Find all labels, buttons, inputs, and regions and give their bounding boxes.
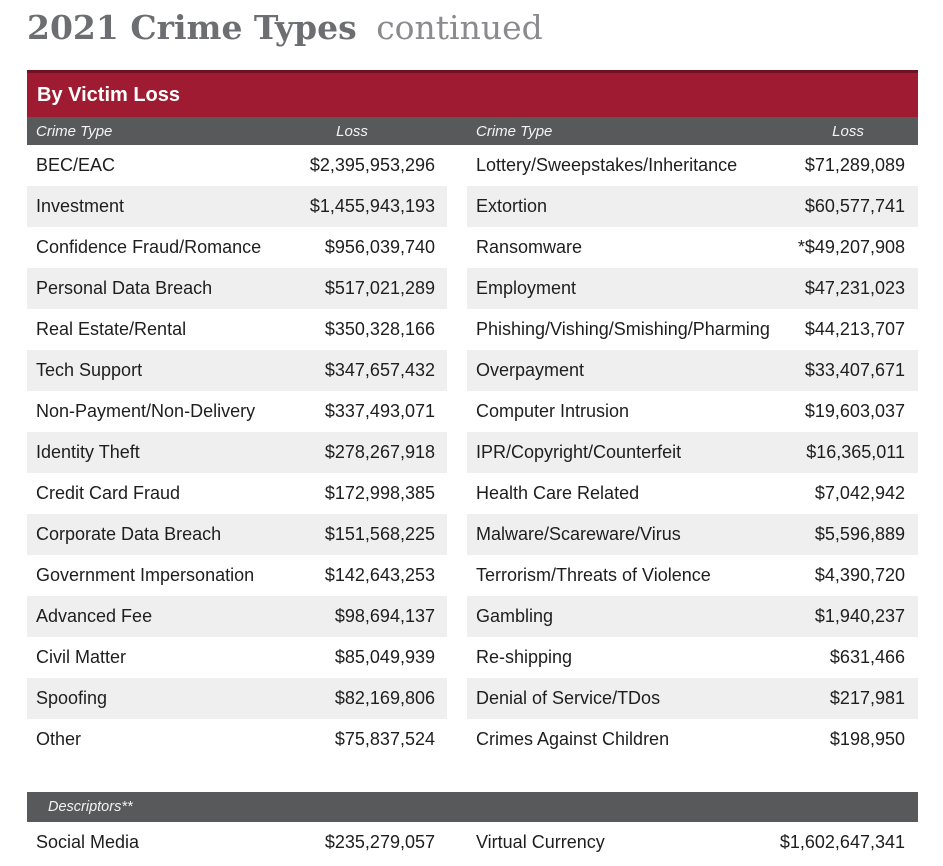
table-row xyxy=(27,145,447,186)
loss-cell: $631,466 xyxy=(829,647,905,667)
table-row xyxy=(467,268,918,309)
crime-type-header: Crime Type xyxy=(36,122,113,140)
crime-type-cell: Confidence Fraud/Romance xyxy=(36,237,262,257)
column-headers-left xyxy=(27,123,447,140)
crime-type-cell: Tech Support xyxy=(36,360,143,380)
table-left-column xyxy=(27,145,447,760)
loss-header: Loss xyxy=(832,122,864,140)
table-row xyxy=(467,309,918,350)
loss-cell: $85,049,939 xyxy=(334,647,435,667)
crime-type-cell: Gambling xyxy=(476,606,554,626)
descriptor-loss-cell: $1,602,647,341 xyxy=(779,832,905,852)
table-row xyxy=(467,637,918,678)
loss-cell: $4,390,720 xyxy=(814,565,905,585)
table-row xyxy=(467,350,918,391)
table-row xyxy=(467,145,918,186)
crime-type-cell: IPR/Copyright/Counterfeit xyxy=(476,442,682,462)
victim-loss-table xyxy=(27,70,918,760)
table-title-bar xyxy=(27,70,918,117)
loss-cell: $98,694,137 xyxy=(334,606,435,626)
descriptor-type-cell: Virtual Currency xyxy=(476,832,605,852)
table-row xyxy=(27,514,447,555)
crime-type-cell: Overpayment xyxy=(476,360,585,380)
table-row xyxy=(27,596,447,637)
crime-type-cell: Credit Card Fraud xyxy=(36,483,181,503)
crime-type-cell: Health Care Related xyxy=(476,483,640,503)
crime-type-cell: Phishing/Vishing/Smishing/Pharming xyxy=(476,319,770,339)
crime-type-cell: Real Estate/Rental xyxy=(36,319,187,339)
loss-cell: $350,328,166 xyxy=(324,319,435,339)
table-row xyxy=(467,719,918,760)
loss-cell: $142,643,253 xyxy=(324,565,435,585)
table-row xyxy=(467,391,918,432)
loss-cell: $1,940,237 xyxy=(814,606,905,626)
table-row xyxy=(27,637,447,678)
table-body xyxy=(27,145,918,760)
loss-cell: $5,596,889 xyxy=(814,524,905,544)
descriptor-item xyxy=(467,822,918,863)
crime-type-cell: Employment xyxy=(476,278,577,298)
table-row xyxy=(467,514,918,555)
crime-type-cell: Investment xyxy=(36,196,125,216)
crime-type-cell: Extortion xyxy=(476,196,548,216)
table-row xyxy=(27,350,447,391)
loss-cell: $278,267,918 xyxy=(324,442,435,462)
loss-cell: $71,289,089 xyxy=(804,155,905,175)
table-row xyxy=(467,227,918,268)
crime-type-cell: Malware/Scareware/Virus xyxy=(476,524,681,544)
table-row xyxy=(467,186,918,227)
page-title-suffix: continued xyxy=(376,8,543,47)
table-row xyxy=(27,432,447,473)
table-row xyxy=(467,555,918,596)
loss-cell: $517,021,289 xyxy=(324,278,435,298)
crime-type-cell: BEC/EAC xyxy=(36,155,116,175)
crime-type-cell: Personal Data Breach xyxy=(36,278,213,298)
descriptor-item xyxy=(27,822,447,863)
column-gap xyxy=(447,822,467,863)
crime-type-cell: Other xyxy=(36,729,82,749)
loss-cell: $60,577,741 xyxy=(804,196,905,216)
crime-type-cell: Advanced Fee xyxy=(36,606,153,626)
loss-cell: $347,657,432 xyxy=(324,360,435,380)
table-row xyxy=(467,473,918,514)
loss-cell: $47,231,023 xyxy=(804,278,905,298)
table-row xyxy=(27,186,447,227)
crime-type-cell: Identity Theft xyxy=(36,442,140,462)
loss-cell: $7,042,942 xyxy=(814,483,905,503)
crime-type-cell: Civil Matter xyxy=(36,647,127,667)
table-row xyxy=(467,596,918,637)
page-title-main: 2021 Crime Types xyxy=(27,8,357,47)
crime-type-cell: Ransomware xyxy=(476,237,583,257)
loss-cell: $337,493,071 xyxy=(324,401,435,421)
crime-type-cell: Corporate Data Breach xyxy=(36,524,222,544)
loss-cell: $172,998,385 xyxy=(324,483,435,503)
loss-cell: $1,455,943,193 xyxy=(309,196,435,216)
table-row xyxy=(467,432,918,473)
page-title xyxy=(27,8,543,48)
table-row xyxy=(27,268,447,309)
crime-type-cell: Non-Payment/Non-Delivery xyxy=(36,401,256,421)
table-row xyxy=(27,473,447,514)
descriptors-header-bar xyxy=(27,792,918,822)
loss-cell: $75,837,524 xyxy=(334,729,435,749)
table-row xyxy=(27,227,447,268)
loss-cell: $151,568,225 xyxy=(324,524,435,544)
table-row xyxy=(467,678,918,719)
table-row xyxy=(27,719,447,760)
loss-cell: *$49,207,908 xyxy=(797,237,905,257)
crime-type-cell: Spoofing xyxy=(36,688,108,708)
crime-type-cell: Re-shipping xyxy=(476,647,573,667)
loss-cell: $19,603,037 xyxy=(804,401,905,421)
column-headers-right xyxy=(467,123,918,140)
loss-cell: $2,395,953,296 xyxy=(309,155,435,175)
table-row xyxy=(27,678,447,719)
descriptors-section xyxy=(27,792,918,863)
descriptors-title: Descriptors** xyxy=(48,799,133,815)
crime-type-cell: Crimes Against Children xyxy=(476,729,670,749)
loss-cell: $16,365,011 xyxy=(806,442,905,462)
crime-type-cell: Lottery/Sweepstakes/Inheritance xyxy=(476,155,738,175)
loss-cell: $33,407,671 xyxy=(804,360,905,380)
crime-type-cell: Denial of Service/TDos xyxy=(476,688,661,708)
table-title: By Victim Loss xyxy=(37,83,181,106)
crime-type-header: Crime Type xyxy=(476,122,553,140)
crime-type-cell: Terrorism/Threats of Violence xyxy=(476,565,711,585)
crime-type-cell: Computer Intrusion xyxy=(476,401,630,421)
loss-cell: $198,950 xyxy=(829,729,905,749)
table-row xyxy=(27,555,447,596)
loss-cell: $217,981 xyxy=(829,688,905,708)
loss-cell: $956,039,740 xyxy=(324,237,435,257)
descriptor-type-cell: Social Media xyxy=(36,832,140,852)
descriptor-loss-cell: $235,279,057 xyxy=(324,832,435,852)
table-row xyxy=(27,391,447,432)
loss-cell: $44,213,707 xyxy=(804,319,905,339)
table-right-column xyxy=(467,145,918,760)
loss-header: Loss xyxy=(336,122,368,140)
crime-type-cell: Government Impersonation xyxy=(36,565,255,585)
descriptors-row xyxy=(27,822,918,863)
loss-cell: $82,169,806 xyxy=(334,688,435,708)
table-row xyxy=(27,309,447,350)
column-header-bar xyxy=(27,117,918,145)
